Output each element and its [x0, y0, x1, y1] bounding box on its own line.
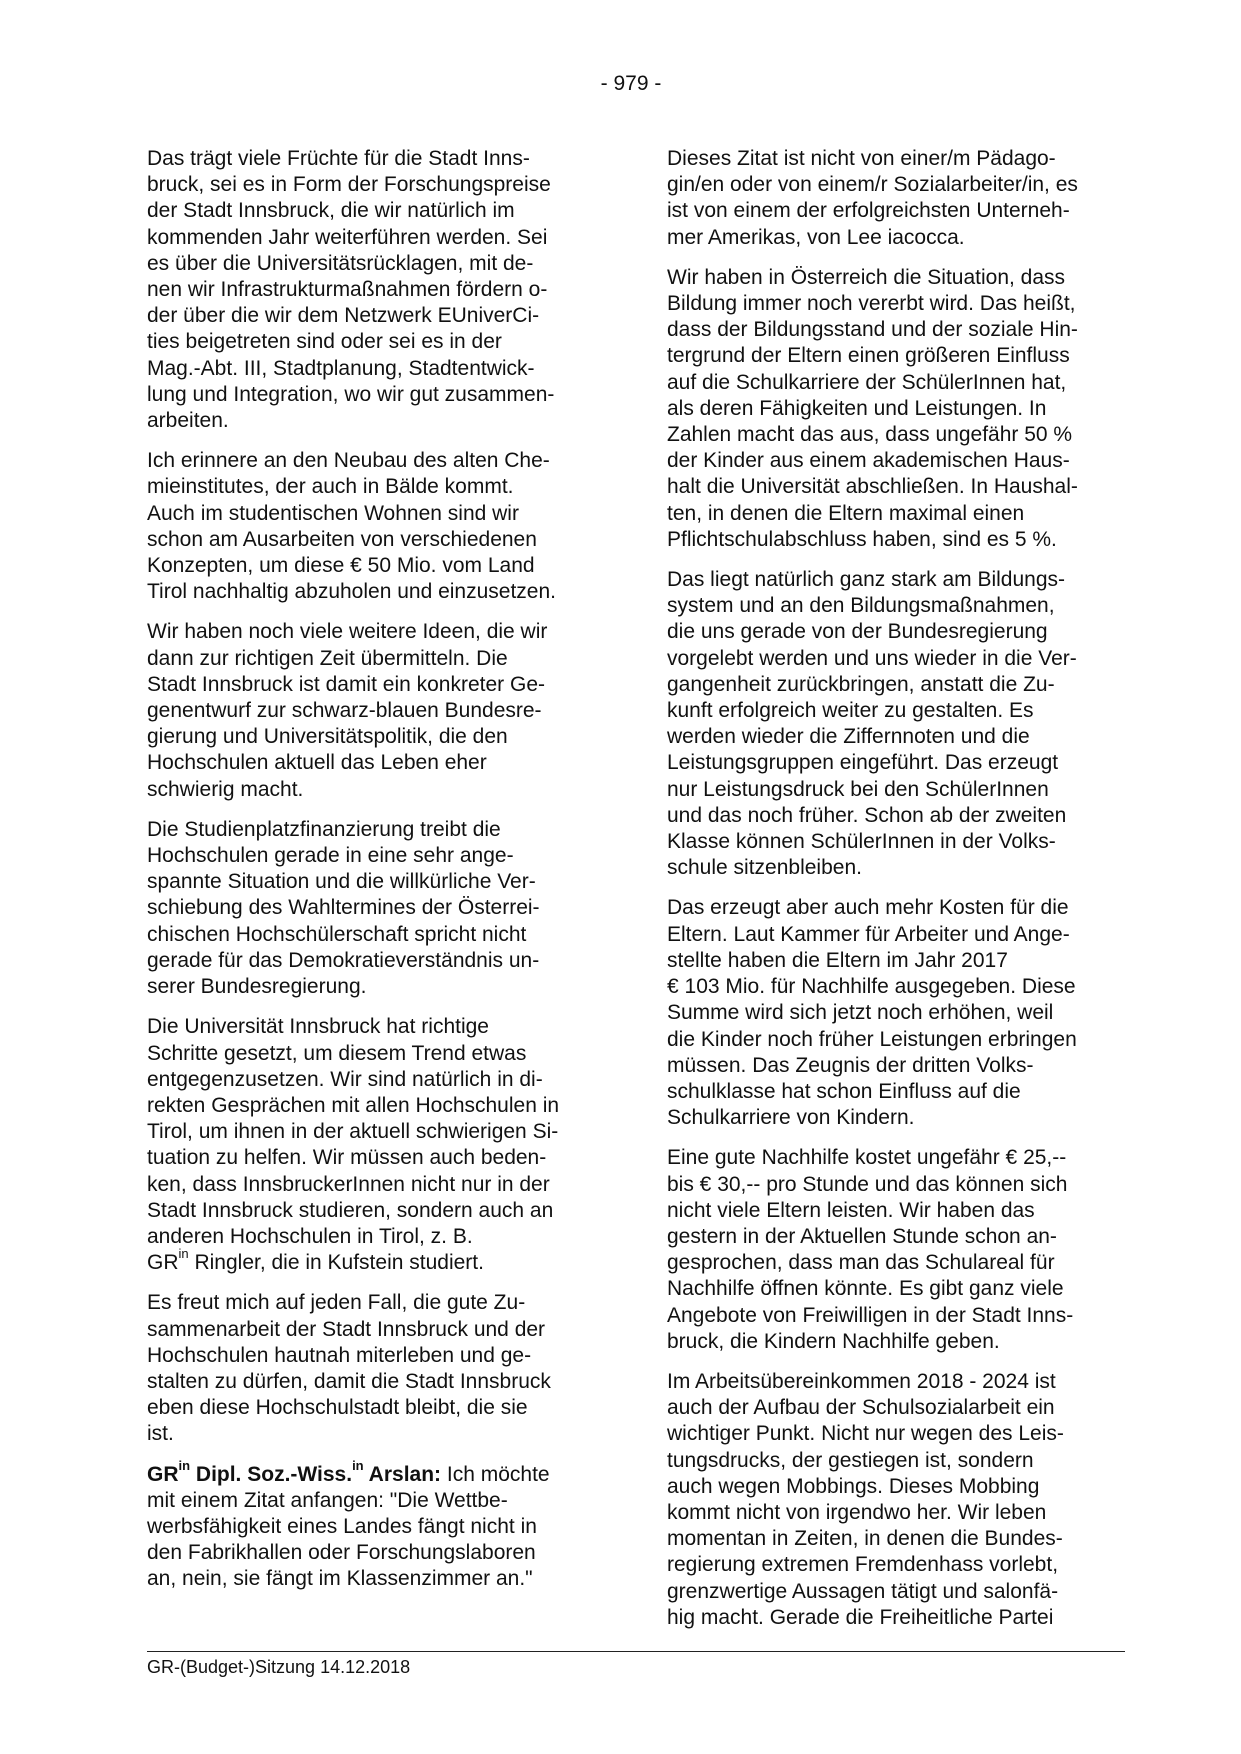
text-line: die uns gerade von der Bundesregierung — [667, 620, 1048, 644]
text-line: Im Arbeitsübereinkommen 2018 - 2024 ist — [667, 1369, 1056, 1393]
paragraph — [147, 146, 602, 434]
text-line: hig macht. Gerade die Freiheitliche Partei — [667, 1605, 1054, 1629]
text-line: schwierig macht. — [147, 777, 304, 801]
text-line: Klasse können SchülerInnen in der Volks- — [667, 830, 1056, 854]
text-line: Summe wird sich jetzt noch erhöhen, weil — [667, 1001, 1054, 1025]
text-line: und das noch früher. Schon ab der zweiten — [667, 803, 1067, 827]
text-line: der über die wir dem Netzwerk EUniverCi- — [147, 304, 540, 328]
text-line: ist von einem der erfolgreichsten Unterneh- — [667, 199, 1070, 223]
text-line: stellte haben die Eltern im Jahr 2017 — [667, 948, 1008, 972]
text-line: Die Universität Innsbruck hat richtige — [147, 1015, 489, 1039]
text-line: gerade für das Demokratieverständnis un- — [147, 948, 540, 972]
text-line: Wir haben in Österreich die Situation, dass — [667, 265, 1066, 289]
text-line: kommenden Jahr weiterführen werden. Sei — [147, 225, 548, 249]
text-line: gestern in der Aktuellen Stunde schon an- — [667, 1224, 1057, 1248]
text-fragment: Ringler, die in Kufstein studiert. — [188, 1251, 484, 1275]
right-column — [667, 146, 1127, 1645]
text-line — [147, 1457, 602, 1488]
gender-suffix: in — [352, 1457, 364, 1473]
text-line: auf die Schulkarriere der SchülerInnen hat, — [667, 370, 1067, 394]
text-line: Ich erinnere an den Neubau des alten Che- — [147, 449, 550, 473]
text-line: an, nein, sie fängt im Klassenzimmer an." — [147, 1567, 533, 1591]
text-line: Eltern. Laut Kammer für Arbeiter und Ange- — [667, 922, 1070, 946]
text-line: auch wegen Mobbings. Dieses Mobbing — [667, 1474, 1040, 1498]
text-line — [147, 1246, 602, 1276]
text-line: spannte Situation und die willkürliche Ver- — [147, 870, 536, 894]
speaker-name: Arslan: — [363, 1462, 442, 1486]
paragraph — [147, 448, 602, 605]
text-line: entgegenzusetzen. Wir sind natürlich in di- — [147, 1067, 543, 1091]
text-line: Es freut mich auf jeden Fall, die gute Zu- — [147, 1291, 526, 1315]
text-line: momentan in Zeiten, in denen die Bundes- — [667, 1527, 1063, 1551]
text-line: kunft erfolgreich weiter zu gestalten. Es — [667, 699, 1034, 723]
paragraph — [667, 567, 1127, 881]
text-line: nur Leistungsdruck bei den SchülerInnen — [667, 777, 1049, 801]
gender-suffix: in — [178, 1246, 189, 1262]
text-line: Schulkarriere von Kindern. — [667, 1106, 915, 1130]
text-line: kommt nicht von irgendwo her. Wir leben — [667, 1500, 1047, 1524]
text-line: nen wir Infrastrukturmaßnahmen fördern o- — [147, 278, 548, 302]
text-line: Leistungsgruppen eingeführt. Das erzeugt — [667, 751, 1059, 775]
text-line: eben diese Hochschulstadt bleibt, die sie — [147, 1396, 528, 1420]
text-line: Mag.-Abt. III, Stadtplanung, Stadtentwick- — [147, 356, 535, 380]
text-fragment: Ich möchte — [441, 1462, 550, 1486]
text-line: gin/en oder von einem/r Sozialarbeiter/in, es — [667, 173, 1078, 197]
text-line: ten, in denen die Eltern maximal einen — [667, 501, 1025, 525]
text-line: der Stadt Innsbruck, die wir natürlich im — [147, 199, 515, 223]
text-line: serer Bundesregierung. — [147, 975, 367, 999]
text-line: tungsdrucks, der gestiegen ist, sondern — [667, 1448, 1034, 1472]
text-line: bis € 30,-- pro Stunde und das können sich — [667, 1172, 1068, 1196]
text-line: nicht viele Eltern leisten. Wir haben das — [667, 1198, 1035, 1222]
text-line: schiebung des Wahltermines der Österrei- — [147, 896, 540, 920]
text-line: mieinstitutes, der auch in Bälde kommt. — [147, 475, 514, 499]
paragraph — [667, 895, 1127, 1131]
text-line: den Fabrikhallen oder Forschungslaboren — [147, 1541, 536, 1565]
text-line: Pflichtschulabschluss haben, sind es 5 %. — [667, 527, 1057, 551]
text-line: Konzepten, um diese € 50 Mio. vom Land — [147, 554, 535, 578]
text-line: Tirol, um ihnen in der aktuell schwierigen Si- — [147, 1120, 559, 1144]
text-line: Das liegt natürlich ganz stark am Bildungs- — [667, 568, 1066, 592]
footer-divider — [147, 1651, 1125, 1652]
text-line: Eine gute Nachhilfe kostet ungefähr € 25,-- — [667, 1146, 1067, 1170]
text-line: lung und Integration, wo wir gut zusammen- — [147, 382, 555, 406]
paragraph — [147, 619, 602, 802]
text-line: Hochschulen aktuell das Leben eher — [147, 751, 487, 775]
paragraph — [147, 1290, 602, 1447]
text-line: genentwurf zur schwarz-blauen Bundesre- — [147, 699, 542, 723]
text-line: bruck, die Kindern Nachhilfe geben. — [667, 1329, 1000, 1353]
text-line: es über die Universitätsrücklagen, mit de- — [147, 251, 534, 275]
text-line: chischen Hochschülerschaft spricht nicht — [147, 922, 527, 946]
paragraph-lines — [147, 1488, 602, 1593]
text-line: gesprochen, dass man das Schulareal für — [667, 1251, 1055, 1275]
text-line: Nachhilfe öffnen könnte. Es gibt ganz viele — [667, 1277, 1064, 1301]
text-line: ken, dass InnsbruckerInnen nicht nur in der — [147, 1172, 550, 1196]
text-line: auch der Aufbau der Schulsozialarbeit ein — [667, 1396, 1055, 1420]
text-line: Wir haben noch viele weitere Ideen, die wir — [147, 620, 548, 644]
paragraph-lines — [147, 1014, 602, 1250]
footer-session-label: GR-(Budget-)Sitzung 14.12.2018 — [147, 1657, 411, 1677]
text-line: system und an den Bildungsmaßnahmen, — [667, 594, 1055, 618]
text-line: ties beigetreten sind oder sei es in der — [147, 330, 502, 354]
text-line: Auch im studentischen Wohnen sind wir — [147, 501, 519, 525]
text-line: schon am Ausarbeiten von verschiedenen — [147, 527, 537, 551]
text-line: dann zur richtigen Zeit übermitteln. Die — [147, 646, 508, 670]
text-line: gierung und Universitätspolitik, die den — [147, 725, 508, 749]
text-line: Das trägt viele Früchte für die Stadt Inns- — [147, 147, 530, 170]
text-line: werden wieder die Ziffernnoten und die — [667, 725, 1030, 749]
text-line: Schritte gesetzt, um diesem Trend etwas — [147, 1041, 527, 1065]
paragraph — [667, 1369, 1127, 1631]
speaker-title: Dipl. Soz.-Wiss. — [190, 1462, 353, 1486]
paragraph — [667, 1145, 1127, 1355]
text-line: stalten zu dürfen, damit die Stadt Innsbruck — [147, 1369, 551, 1393]
text-line: werbsfähigkeit eines Landes fängt nicht in — [147, 1514, 537, 1538]
text-line: müssen. Das Zeugnis der dritten Volks- — [667, 1053, 1034, 1077]
text-line: als deren Fähigkeiten und Leistungen. In — [667, 396, 1047, 420]
text-line: wichtiger Punkt. Nicht nur wegen des Leis- — [667, 1422, 1064, 1446]
text-line: schulklasse hat schon Einfluss auf die — [667, 1079, 1021, 1103]
text-line: dass der Bildungsstand und der soziale Hin- — [667, 318, 1078, 342]
text-line: die Kinder noch früher Leistungen erbringen — [667, 1027, 1077, 1051]
text-line: Das erzeugt aber auch mehr Kosten für die — [667, 896, 1069, 920]
gender-suffix: in — [178, 1457, 191, 1473]
text-line: ist. — [147, 1422, 174, 1446]
text-line: mer Amerikas, von Lee iacocca. — [667, 225, 965, 249]
text-line: rekten Gesprächen mit allen Hochschulen in — [147, 1093, 560, 1117]
text-line: Hochschulen hautnah miterleben und ge- — [147, 1343, 532, 1367]
council-title: GR — [147, 1251, 179, 1275]
text-line: halt die Universität abschließen. In Haushal- — [667, 475, 1078, 499]
text-line: anderen Hochschulen in Tirol, z. B. — [147, 1224, 473, 1248]
paragraph — [667, 265, 1127, 553]
text-line: Dieses Zitat ist nicht von einer/m Pädago- — [667, 147, 1056, 170]
text-line: Die Studienplatzfinanzierung treibt die — [147, 817, 501, 841]
text-line: gangenheit zurückbringen, anstatt die Zu- — [667, 672, 1055, 696]
text-line: schule sitzenbleiben. — [667, 856, 862, 880]
paragraph — [667, 146, 1127, 251]
left-column — [147, 146, 602, 1607]
text-line: tergrund der Eltern einen größeren Einfluss — [667, 344, 1070, 368]
text-line: Stadt Innsbruck studieren, sondern auch an — [147, 1198, 554, 1222]
text-line: Tirol nachhaltig abzuholen und einzusetzen. — [147, 580, 556, 604]
text-line: bruck, sei es in Form der Forschungspreise — [147, 173, 551, 197]
paragraph — [147, 1014, 602, 1276]
page-number: - 979 - — [600, 72, 662, 95]
text-line: regierung extremen Fremdenhass vorlebt, — [667, 1553, 1059, 1577]
text-line: Angebote von Freiwilligen in der Stadt Inns- — [667, 1303, 1074, 1327]
text-line: sammenarbeit der Stadt Innsbruck und der — [147, 1317, 546, 1341]
text-line: € 103 Mio. für Nachhilfe ausgegeben. Diese — [667, 975, 1076, 999]
speaker-label — [147, 1457, 442, 1486]
text-line: grenzwertige Aussagen tätigt und salonfä- — [667, 1579, 1059, 1603]
text-line: Zahlen macht das aus, dass ungefähr 50 % — [667, 423, 1073, 447]
text-line: tuation zu helfen. Wir müssen auch beden- — [147, 1146, 547, 1170]
text-line: Hochschulen gerade in eine sehr ange- — [147, 844, 514, 868]
text-line: Bildung immer noch vererbt wird. Das heißt, — [667, 292, 1076, 316]
speaker-paragraph — [147, 1457, 602, 1593]
text-line: der Kinder aus einem akademischen Haus- — [667, 449, 1070, 473]
text-line: vorgelebt werden und uns wieder in die Ver- — [667, 646, 1077, 670]
text-line: mit einem Zitat anfangen: "Die Wettbe- — [147, 1488, 508, 1512]
paragraph — [147, 817, 602, 1000]
text-line: Stadt Innsbruck ist damit ein konkreter Ge- — [147, 672, 546, 696]
speaker-gr: GR — [147, 1462, 179, 1486]
text-line: arbeiten. — [147, 409, 229, 433]
